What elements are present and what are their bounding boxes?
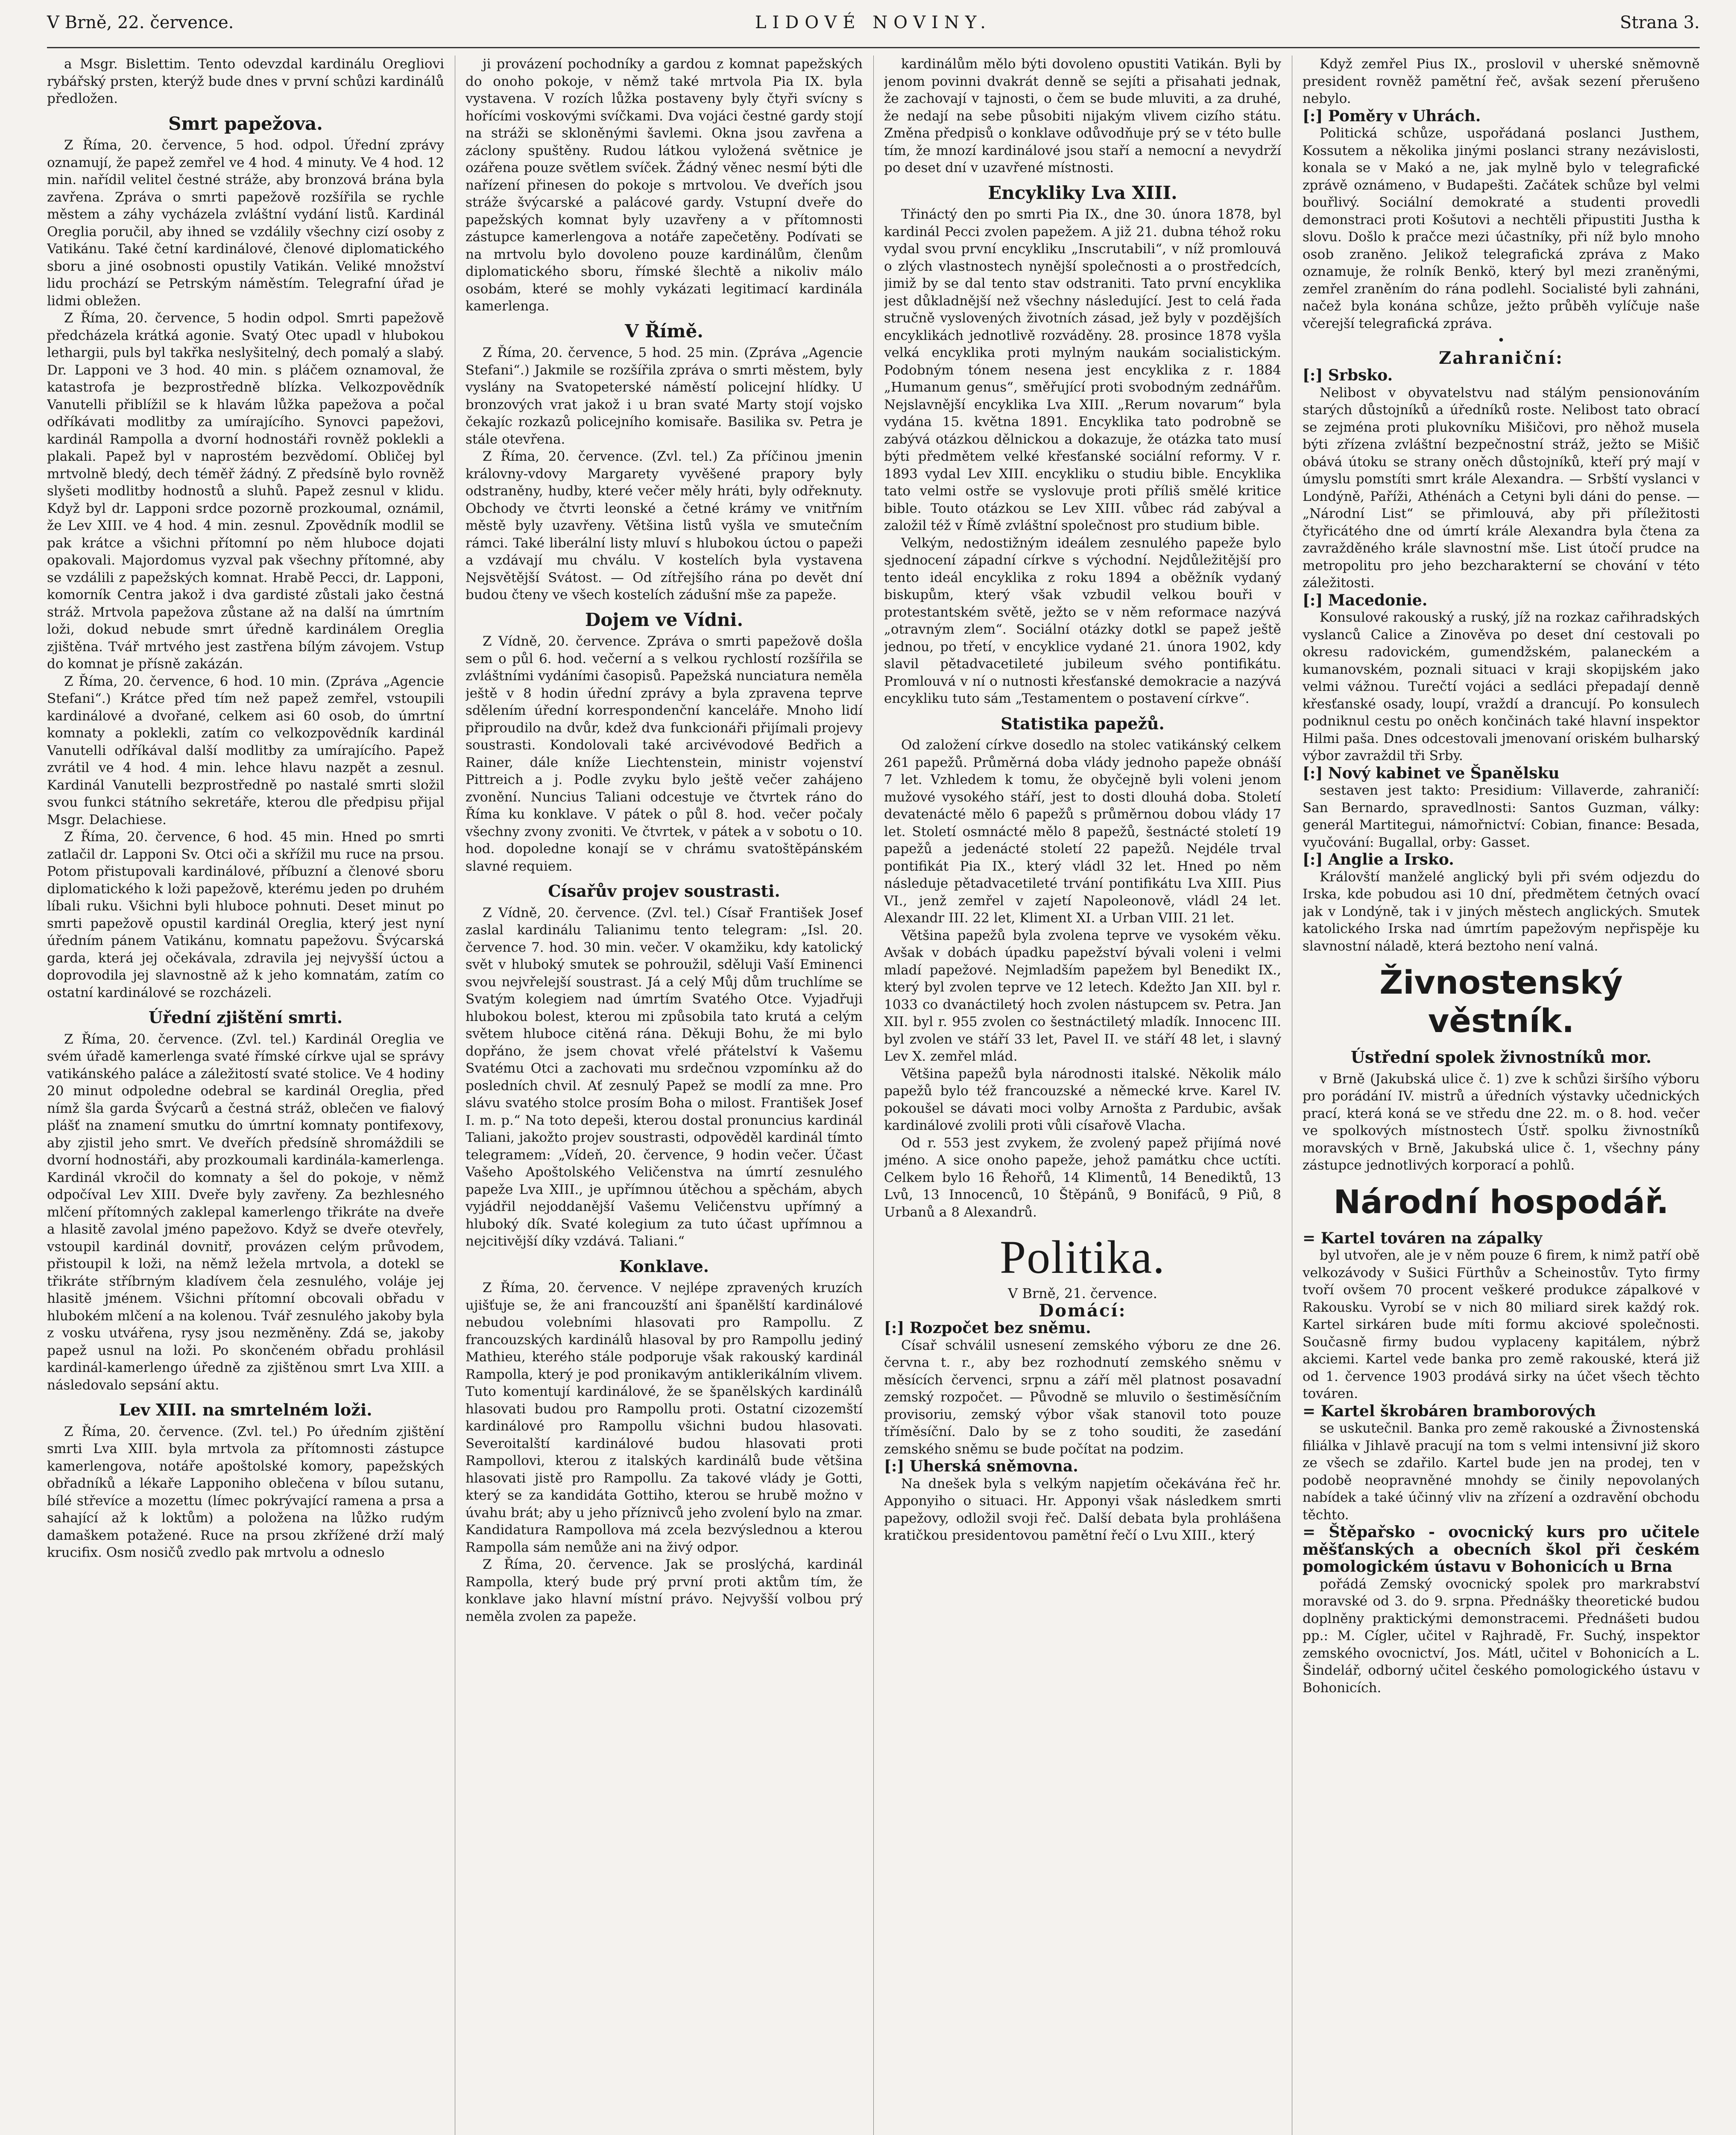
article-heading: Dojem ve Vídni. bbox=[585, 609, 744, 630]
article-heading: [:] Srbsko. bbox=[1303, 366, 1393, 384]
article-paragraph: ji provázení pochodníky a gardou z komnat papežských do onoho pokoje, v němž také mrtvola Pia IX. byla vystavena. V rozích lůžka postaveny byly čtyři svícny s hořícími voskovými svíčkami. Dva vojáci čestné gardy stojí na stráži se skloněnými šavlemi. Okna jsou zavřena a záclony spuštěny. Rudou látkou vyložená světnice je ozářena pouze světlem svíček. Žádný věnec nesmí býti dle nařízení přinesen do pokoje s mrtvolou. Ve dveřích jsou stráže švýcarské a palácové gardy. Vstupní dveře do papežských komnat byly uzavřeny a v přítomnosti zástupce kamerlengova a notáře zapečetěny. Podívati se na mrtvolu bylo dovoleno pouze kardinálům, členům diplomatického sboru, římské šlechtě a nikoliv málo osobám, které se mohly vykázati legitimací kardinála kamerlenga. bbox=[465, 56, 863, 314]
article-heading: Úřední zjištění smrti. bbox=[148, 1008, 343, 1027]
article-paragraph: Většina papežů byla národnosti italské. Několik málo papežů bylo též francouzské a německé krve. Karel IV. pokoušel se dávati moci volby Arnošta z Pardubic, avšak kardinálové zvolili proti vůli císařově Vlacha. bbox=[884, 1066, 1281, 1133]
section-title-zivnostensky: Živnostenský věstník. bbox=[1379, 963, 1623, 1040]
separator-bullet: • bbox=[1497, 333, 1505, 348]
article-heading: [:] Poměry v Uhrách. bbox=[1303, 107, 1481, 125]
article-paragraph: Z Říma, 20. července. (Zvl. tel.) Kardinál Oreglia ve svém úřadě kamerlenga svaté římské církve ujal se správy vatikánského paláce a záležitostí svaté stolice. Ve 4 hodiny 20 minut odpoledne odebral se kardinál Oreglia, před nímž šla garda Švýcarů a čestná stráž, oblečen ve fialový plášť na znamení smutku do úmrtní komnaty pontifexovy, aby zjistil jeho smrt. Ve dveřích předsíně shromáždili se dvorní hodnostáři, aby prozkoumali kardinála-kamerlenga. Kardinál vkročil do komnaty a šel do pokoje, v němž odpočíval Lev XIII. Dveře byly zavřeny. Za bezhlesného mlčení přítomných zaklepal kamerlengo třikráte na dveře a hlasitě zavolal jméno papežovo. Když se dveře otevřely, vstoupil kardinál dovnitř, provázen celým průvodem, přistoupil k loži, na němž ležela mrtvola, a dotekl se třikráte stříbrným kladívem čela zesnulého, voláje jej hlasitě jménem. Všichni přítomní obcovali obřadu v hlubokém mlčení a na kolenou. Tvář zesnulého jakoby byla z vosku utvářena, rysy jsou nezměněny. Zdá se, jakoby papež usnul na loži. Po skončeném obřadu prohlásil kardinál-kamerlengo úředně za zjištěnou smrt Lva XIII. a následovalo sepsání aktu. bbox=[47, 1031, 444, 1393]
article-heading: = Kartel továren na zápalky bbox=[1303, 1229, 1543, 1247]
column-1 bbox=[47, 56, 444, 2135]
article-heading: Lev XIII. na smrtelném loži. bbox=[119, 1400, 372, 1419]
header-date: V Brně, 22. července. bbox=[47, 13, 234, 32]
page-header bbox=[47, 13, 1700, 38]
column-divider bbox=[873, 56, 874, 2135]
article-paragraph: Z Říma, 20. července, 5 hod. 25 min. (Zpráva „Agencie Stefani“.) Jakmile se rozšířila zpráva o smrti městem, byly vyslány na Svatopeterské náměstí policejní hlídky. U bronzových vrat jakož i u bran svaté Marty stojí vojsko čekajíc rozkazů policejního komisaře. Basilika sv. Petra je stále otevřena. bbox=[465, 345, 863, 447]
article-paragraph: Většina papežů byla zvolena teprve ve vysokém věku. Avšak v dobách úpadku papežství bývali voleni i velmi mladí papežové. Nejmladším papežem byl Benedikt IX., který byl zvolen teprve ve 12 letech. Kdežto Jan XII. byl r. 1033 co dvanáctiletý hoch zvolen nástupcem sv. Petra. Jan XII. byl r. 955 zvolen co šestnáctiletý mladík. Innocenc III. byl zvolen ve stáří 33 let, Pavel II. ve stáří 48 let, i slavný Lev X. zemřel mlád. bbox=[884, 927, 1281, 1064]
article-paragraph: sestaven jest takto: Presidium: Villaverde, zahraničí: San Bernardo, spravedlnosti: Santos Guzman, války: generál Martitegui, námořnictví: Cobian, finance: Besada, vyučování: Bugallal, orby: Gasset. bbox=[1303, 783, 1700, 850]
article-paragraph: Když zemřel Pius IX., proslovil v uherské sněmovně president rovněž pamětní řeč, avšak sezení přerušeno nebylo. bbox=[1303, 56, 1700, 106]
article-paragraph: pořádá Zemský ovocnický spolek pro markrabství moravské od 3. do 9. srpna. Přednášky theoretické budou doplněny praktickými demonstracemi. Přednášeti budou pp.: M. Cígler, učitel v Rajhradě, Fr. Suchý, inspektor zemského ovocnictví, Jos. Mátl, učitel v Bohonicích a L. Šindelář, odborný učitel českého pomologického ústavu v Bohonicích. bbox=[1303, 1576, 1700, 1696]
article-paragraph: Z Říma, 20. července, 6 hod. 10 min. (Zpráva „Agencie Stefani“.) Krátce před tím než papež zemřel, vstoupili kardinálové a dvořané, celkem asi 60 osob, do úmrtní komnaty a poklekli, zatím co velkozpovědník kardinál Vanutelli odříkával další modlitby za umírajícího. Papež zvrátil ve 4 hod. 4 min. lehce hlavu nazpět a zesnul. Kardinál Vanutelli bezprostředně po nastalé smrti složil svou funkci státního sekretáře, kterou dle předpisu přijal Msgr. Delachiese. bbox=[47, 673, 444, 828]
article-paragraph: Císař schválil usnesení zemského výboru ze dne 26. června t. r., aby bez rozhodnutí zemského sněmu v měsících červenci, srpnu a září měl platnost posavadní zemský rozpočet. — Původně se mluvilo o šestiměsíčním provisoriu, zemský výbor však stanovil toto pouze tříměsíční. Dalo by se z toho souditi, že zasedání zemského sněmu se bude počítat na podzim. bbox=[884, 1337, 1281, 1457]
article-heading: [:] Uherská sněmovna. bbox=[884, 1457, 1078, 1475]
article-paragraph: Třináctý den po smrti Pia IX., dne 30. února 1878, byl kardinál Pecci zvolen papežem. A již 21. dubna téhož roku vydal svou první encykliku „Inscrutabili“, v níž promlouvá o zlých vlastnostech nynější společnosti a o prostředcích, jimiž by se dal tento stav odstraniti. Tato první encyklika jest důkladnější než všechny následující. Jest to celá řada stručně vyslovených životních zásad, jež byly v pozdějších encyklikách jednotlivě rozváděny. 28. prosince 1878 vyšla velká encyklika proti mylným naukám socialistickým. Podobným tónem nesena jest encyklika z r. 1884 „Humanum genus“, směřující proti svobodným zednářům. Nejslavnější encyklika Lva XIII. „Rerum novarum“ byla vydána 15. května 1891. Encyklika tato podrobně se zabývá otázkou dělnickou a dokazuje, že otázka tato musí býti předmětem velké křesťanské sociální reformy. V r. 1893 vydal Lev XIII. encykliku o studiu bible. Encyklika tato velmi ostře se vyslovuje proti příliš smělé kritice bible. Touto otázkou se Lev XIII. vůbec rád zabýval a založil též v Římě zvláštní společnost pro studium bible. bbox=[884, 207, 1281, 533]
article-paragraph: Od založení církve dosedlo na stolec vatikánský celkem 261 papežů. Průměrná doba vlády jednoho papeže obnáší 7 let. Vzhledem k tomu, že obyčejně byli voleni jenom mužové vysokého stáří, jest to dosti dlouhá doba. Století devatenácté mělo 6 papežů s průměrnou dobou vlády 17 let. Století osmnácté mělo 8 papežů, šestnácté století 19 papežů a jedenácté století 22 papežů. Nejdéle trval pontifikát Pia IX., který vládl 32 let. Hned po něm následuje pětadvacetileté trvání pontifikátu Lva XIII. Pius VI., jenž zemřel v zajetí Napoleonově, vládl 24 let. Alexandr III. 22 let, Kliment XI. a Urban VIII. 21 let. bbox=[884, 737, 1281, 926]
article-heading: = Kartel škrobáren bramborových bbox=[1303, 1402, 1596, 1420]
article-paragraph: Z Říma, 20. července. Jak se proslýchá, kardinál Rampolla, který bude prý první proti aktům tím, že konklave jako hlavní místní právo. Nejvyšší volbou prý neměla zvolen za papeže. bbox=[465, 1557, 863, 1624]
header-rule bbox=[47, 47, 1700, 48]
article-heading: Ústřední spolek živnostníků mor. bbox=[1350, 1047, 1652, 1067]
article-paragraph: se uskutečnil. Banka pro země rakouské a Živnostenská filiálka v Jihlavě pracují na tom s velmi intensivní již skoro ze všech se zdařilo. Kartel bude jen na prodej, ten v podobě neopravněné mnohdy se činily nepovolaných nabídek a také účinný vliv na zřízení a ozdravění obchodu těchto. bbox=[1303, 1421, 1700, 1523]
article-paragraph: Z Říma, 20. července, 5 hod. odpol. Úřední zprávy oznamují, že papež zemřel ve 4 hod. 4 minuty. Ve 4 hod. 12 min. nařídil velitel čestné stráže, aby bronzová brána byla zavřena. Zpráva o smrti papežově rozšířila se rychle městem a záhy vycházela zvláštní vydání listů. Kardinál Oreglia poručil, aby ihned se vzdálily všechny cizí osoby z Vatikánu. Také četní kardinálové, členové diplomatického sboru a jiné osobnosti opustily Vatikán. Veliké množství lidu prochází se Petrským náměstím. Telegrafní úřad je lidmi obležen. bbox=[47, 137, 444, 309]
article-heading: [:] Rozpočet bez sněmu. bbox=[884, 1319, 1091, 1337]
dateline: V Brně, 21. července. bbox=[1008, 1285, 1157, 1301]
columns bbox=[47, 56, 1700, 2135]
article-heading: V Římě. bbox=[625, 320, 703, 342]
article-heading: Císařův projev soustrasti. bbox=[548, 881, 780, 901]
section-title-narodni: Národní hospodář. bbox=[1333, 1182, 1669, 1221]
subsection-title: Domácí: bbox=[1039, 1300, 1127, 1321]
article-paragraph: Velkým, nedostižným ideálem zesnulého papeže bylo sjednocení západní církve s východní. Nejdůležitější pro tento ideál encyklika z roku 1894 a oběžník vydaný biskupům, který však vzbudil velkou bouři v protestantském světě, ježto se v něm reformace nazývá „otravným zlem“. Sociální otázky dotkl se papež ještě jednou, po třetí, v encyklice vydané 21. února 1902, kdy slavil pětadvacetileté jubileum svého pontifikátu. Promlouvá v ní o nutnosti křesťanské demokracie a nazývá encykliku tuto sám „Testamentem o postavení církve“. bbox=[884, 535, 1281, 706]
article-paragraph: Z Říma, 20. července, 6 hod. 45 min. Hned po smrti zatlačil dr. Lapponi Sv. Otci oči a skřížil mu ruce na prsou. Potom přistupovali kardinálové, příbuzní a členové sboru diplomatického k loži papežově, kterému jeden po druhém líbali ruku. Všichni byli hluboce pohnuti. Deset minut po smrti papežově opustil kardinál Oreglia, který jest nyní úředním pánem Vatikánu, komnatu papežovu. Švýcarská garda, která jej očekávala, zdravila jej nejvyšší úctou a doprovodila jej slavnostně až k jeho komnatám, zatím co ostatní kardinálové se rozcházeli. bbox=[47, 829, 444, 1000]
article-paragraph: kardinálům mělo býti dovoleno opustiti Vatikán. Byli by jenom povinni dvakrát denně se sejíti a přisahati jednak, že zachovají v tajnosti, o čem se bude mluviti, a za druhé, že nedají na sebe působiti nijakým vlivem cizího státu. Změna předpisů o konklave odůvodňuje prý se v této bulle tím, že mnozí kardinálové jsou staří a nemocní a nevydrží po deset dní v uzavřené místnosti. bbox=[884, 56, 1281, 175]
article-paragraph: Královští manželé anglický byli při svém odjezdu do Irska, kde pobudou asi 10 dní, předmětem četných ovací jak v Londýně, tak i v jiných městech anglických. Smutek katolického Irska nad úmrtím papežovým nepřispěje ku slavnostní náladě, která beztoho není valná. bbox=[1303, 869, 1700, 954]
page-number: Strana 3. bbox=[1620, 13, 1700, 32]
article-paragraph: Z Říma, 20. července, 5 hodin odpol. Smrti papežově předcházela krátká agonie. Svatý Otec upadl v hlubokou lethargii, puls byl takřka neslyšitelný, dech pomalý a slabý. Dr. Lapponi ve 3 hod. 40 min. s pláčem oznamoval, že katastrofa je bezprostředně blízka. Velkozpovědník Vanutelli přiblížil se k hlavám lůžka papežova a počal odříkávati modlitby za umírajícího. Synovci papežovi, kardinál Rampolla a dvorní hodnostáři rovněž poklekli a plakali. Papež byl v naprostém bezvědomí. Obličej byl mrtvolně bledý, dech téměř žádný. Z předsíně bylo rovněž slyšeti modlitby hodnostů a sluhů. Papež zesnul v klidu. Když byl dr. Lapponi srdce pozorně prozkoumal, oznámil, že Lev XIII. ve 4 hod. 4 min. zesnul. Zpovědník modlil se pak krátce a všichni přítomní po něm hluboce dojati opakovali. Majordomus vyzval pak všechny přítomné, aby se vzdálili z papežských komnat. Hrabě Pecci, dr. Lapponi, komorník Centra jakož i dva gardisté zůstali jako čestná stráž. Mrtvola papežova zůstane až na další na úmrtním loži, dokud nebude smrt úředně kardinálem Oreglia zjištěna. Tvář mrtvého jest zastřena bílým závojem. Vstup do komnat je přísně zakázán. bbox=[47, 310, 444, 672]
column-4 bbox=[1303, 56, 1700, 2135]
article-paragraph: Nelibost v obyvatelstvu nad stálým pensionováním starých důstojníků a úředníků roste. Nelibost tato obrací se zejména proti plukovníku Mišičovi, pro něhož musela býti zřízena zvláštní bezpečnostní stráž, ježto se Mišič obává útoku se strany oněch důstojníků, kteří prý mají v úmyslu pomstíti smrt krále Alexandra. — Srbští vyslanci v Londýně, Paříži, Athénách a Cetyni byli dáni do pense. — „Národní List“ se přimlouvá, aby při příležitosti čtyřicátého dne od úmrtí krále Alexandra byla čtena za zavražděného krále slavnostní mše. List útočí prudce na metropolitu pro jeho bezcharakterní se chování v této záležitosti. bbox=[1303, 385, 1700, 591]
article-heading: Encykliky Lva XIII. bbox=[988, 182, 1177, 203]
article-heading: = Štěpařsko - ovocnický kurs pro učitele měšťanských a obecních škol při českém pomologickém ústavu v Bohonicích u Brna bbox=[1303, 1523, 1700, 1576]
article-paragraph: Politická schůze, uspořádaná poslanci Justhem, Kossutem a několika jinými poslanci strany nezávislosti, konala se v Makó a ne, jak mylně bylo v telegrafické zprávě oznámeno, v Budapešti. Začátek schůze byl velmi bouřlivý. Sociální demokraté a studenti provedli demonstraci proti Košutovi a nechtěli připustiti Justha k slovu. Došlo k pračce mezi účastníky, při níž bylo mnoho osob zraněno. Jelikož telegrafická zpráva z Mako oznamuje, že rolník Benkö, který byl mezi zraněnými, zemřel zraněním do rána podlehl. Socialisté byli zahnáni, načež byla konána schůze, ježto průběh vylíčuje naše včerejší telegrafická zpráva. bbox=[1303, 126, 1700, 331]
newspaper-title: LIDOVÉ NOVINY. bbox=[755, 13, 992, 32]
article-heading: [:] Macedonie. bbox=[1303, 591, 1428, 609]
article-paragraph: Z Vídně, 20. července. (Zvl. tel.) Císař František Josef zaslal kardinálu Talianimu tento telegram: „Isl. 20. července 7. hod. 30 min. večer. V okamžiku, kdy katolický svět v hluboký smutek se pohroužil, sděluji Vaší Eminenci svou nejvřelejší soustrast. Já a celý Můj dům truchlíme se Svatým kolegiem nad úmrtím Svatého Otce. Vyjadřuji hlubokou bolest, kterou mi způsobila tato krutá a celým světem hluboce citěná rána. Děkuji Bohu, že mi bylo dopřáno, že jsem chovat vřelé přátelství k Vašemu Svatému Otci a zachovati mu srdečnou vzpomínku až do posledních chvil. Ať zesnulý Papež se modlí za mne. Pro slávu svatého stolce prosím Boha o milost. František Josef I. m. p.“ Na toto depeši, kterou dostal pronuncius kardinál Taliani, jakožto projev soustrasti, odpověděl kardinál tímto telegramem: „Vídeň, 20. července, 9 hodin večer. Účast Vašeho Apoštolského Veličenstva na úmrtí zesnulého papeže Lva XIII., je upřímnou útěchou a spěchám, abych vyjádřil nejoddanější Vašemu Veličenstvu upřímný a hluboký dík. Svaté kolegium za tuto účast upřímnou a nejcitivější díky vzdává. Taliani.“ bbox=[465, 905, 863, 1249]
article-paragraph: Na dnešek byla s velkým napjetím očekávána řeč hr. Apponyiho o situaci. Hr. Apponyi však následkem smrti papežovy, odložil svoji řeč. Další debata byla prohlášena kratičkou presidentovou pamětní řečí o Lvu XIII., který bbox=[884, 1476, 1281, 1543]
article-paragraph: Z Říma, 20. července. (Zvl. tel.) Po úředním zjištění smrti Lva XIII. byla mrtvola za přítomnosti zástupce kamerlengova, notáře apoštolské komory, papežských obřadníků a lékaře Lapponiho oblečena v bílou sutanu, bílé střevíce a mozettu (límec pokrývající ramena a prsa a sahající až k loktům) a položena na lůžko rudým damaškem potažené. Ruce na prsou zkřížené drží malý krucifix. Osm nosičů zvedlo pak mrtvolu a odneslo bbox=[47, 1424, 444, 1560]
article-paragraph: Z Říma, 20. července. V nejlépe zpravených kruzích ujišťuje se, že ani francouzští ani španělští kardinálové nebudou volebními hlasovati pro Rampollu. Z francouzských kardinálů hlasoval by pro Rampollu jediný Mathieu, kterého stále podporuje však rakouský kardinál Rampolla, který je pod pronikavým antiklerikálním vlivem. Tuto komentují kardinálové, že se španělských kardinálů hlasovati budou pro Rampollu proti. Ostatní cizozemští kardinálové pro Rampollu všichni budou hlasovati. Severoitalští kardinálové budou hlasovati proti Rampollovi, kterou z italských kardinálů bude většina hlasovati jistě pro Rampollu. Za takové vlády je Gotti, který se za kandidáta Gottiho, kterou se hrubě možno v úvahu brát; aby u jeho příznivců jeho zvolení bylo na zmar. Kandidatura Rampollova má zcela bezvýslednou a kterou Rampolla sám nemůže ani na živý odpor. bbox=[465, 1280, 863, 1555]
article-heading: [:] Anglie a Irsko. bbox=[1303, 851, 1454, 869]
column-2 bbox=[465, 56, 863, 2135]
article-paragraph: Od r. 553 jest zvykem, že zvolený papež přijímá nové jméno. A sice onoho papeže, jehož památku chce uctíti. Celkem bylo 16 Řehořů, 14 Klimentů, 14 Benediktů, 13 Lvů, 13 Innocenců, 10 Štěpánů, 9 Bonifáců, 9 Piů, 8 Urbanů a 8 Alexandrů. bbox=[884, 1135, 1281, 1220]
article-heading: Konklave. bbox=[619, 1256, 709, 1276]
article-heading: Statistika papežů. bbox=[1001, 714, 1165, 733]
article-paragraph: v Brně (Jakubská ulice č. 1) zve k schůzi širšího výboru pro porádání IV. mistrů a úředních výstavky učednických prací, která koná se ve středu dne 22. m. o 8. hod. večer ve spolkových místnostech Ústř. spolku živnostníků moravských v Brně, Jakubská ulice č. 1, všechny pány zástupce jednotlivých korporací a pohlů. bbox=[1303, 1071, 1700, 1173]
article-paragraph: Z Říma, 20. července. (Zvl. tel.) Za příčinou jmenin královny-vdovy Margarety vyvěšené prapory byly odstraněny, hudby, které večer měly hráti, byly odřeknuty. Obchody ve čtvrti leonské a četné krámy ve vnitřním městě byly uzavřeny. Většina listů vyšla ve smutečním rámci. Také liberální listy mluví s hlubokou úctou o papeži a vzdávají mu chválu. V kostelích byla vystavena Nejsvětější Svátost. — Od zítřejšího rána po devět dní budou čteny ve všech kostelích zádušní mše za papeže. bbox=[465, 449, 863, 602]
article-paragraph: Konsulové rakouský a ruský, jíž na rozkaz cařihradských vyslanců Calice a Zinověva po deset dní cestovali po okresu radovickém, gumendžském, palaneckém a kumanovském, poznali situaci v kraji skopijském jako velmi vážnou. Turečtí vojáci a sedláci přepadají denně křesťanské osady, loupí, vraždí a drancují. Po konsulech podniknul cestu po oněch končinách také hlavní inspektor Hilmi paša. Dnes odcestovali jmenovaní oriském bulharský výbor zavraždil tři Srby. bbox=[1303, 610, 1700, 763]
article-paragraph: byl utvořen, ale je v něm pouze 6 firem, k nimž patří obě velkozávody v Sušici Fürthův a Scheinostův. Tyto firmy tvoří ovšem 70 procent veškeré produkce zápalkové v Rakousku. Vyrobí se v nich 80 miliard sirek každý rok. Kartel sirkáren bude míti formu akciové společnosti. Současně firmy budou vyplaceny kapitálem, nýbrž akciemi. Kartel vede banka pro země rakouské, která již od 1. července 1903 prodává sirky na účet všech těchto továren. bbox=[1303, 1248, 1700, 1401]
subsection-title: Zahraniční: bbox=[1439, 348, 1563, 368]
section-title-politika: Politika. bbox=[1000, 1231, 1165, 1283]
article-heading: [:] Nový kabinet ve Španělsku bbox=[1303, 764, 1560, 782]
article-paragraph: a Msgr. Bislettim. Tento odevzdal kardinálu Oregliovi rybářský prsten, kterýž bude dnes v první schůzi kardinálů předložen. bbox=[47, 56, 444, 106]
column-3 bbox=[884, 56, 1281, 2135]
article-paragraph: Z Vídně, 20. července. Zpráva o smrti papežově došla sem o půl 6. hod. večerní a s velkou rychlostí rozšířila se zvláštními vydáními časopisů. Papežská nunciatura neměla ještě v 8 hodin úřední zprávy a byla zpravena teprve sdělením úřední korrespondenční kanceláře. Mnoho lidí připroudilo na dvůr, kdež dva funkcionáři přijímali projevy soustrasti. Kondolovali také arcivévodové Bedřich a Rainer, dále kníže Liechtenstein, ministr vojenství Pittreich a j. Podle zvyku bylo ještě večer zahájeno zvonění. Nuncius Taliani odcestuje ve čtvrtek ráno do Říma ku konklave. V pátek o půl 8. hod. večer počaly všechny zvony zvoniti. Ve čtvrtek, v pátek a v sobotu o 10. hod. dopoledne konají se v chrámu svatoštěpánském slavné requiem. bbox=[465, 634, 863, 874]
article-heading: Smrt papežova. bbox=[168, 113, 323, 134]
